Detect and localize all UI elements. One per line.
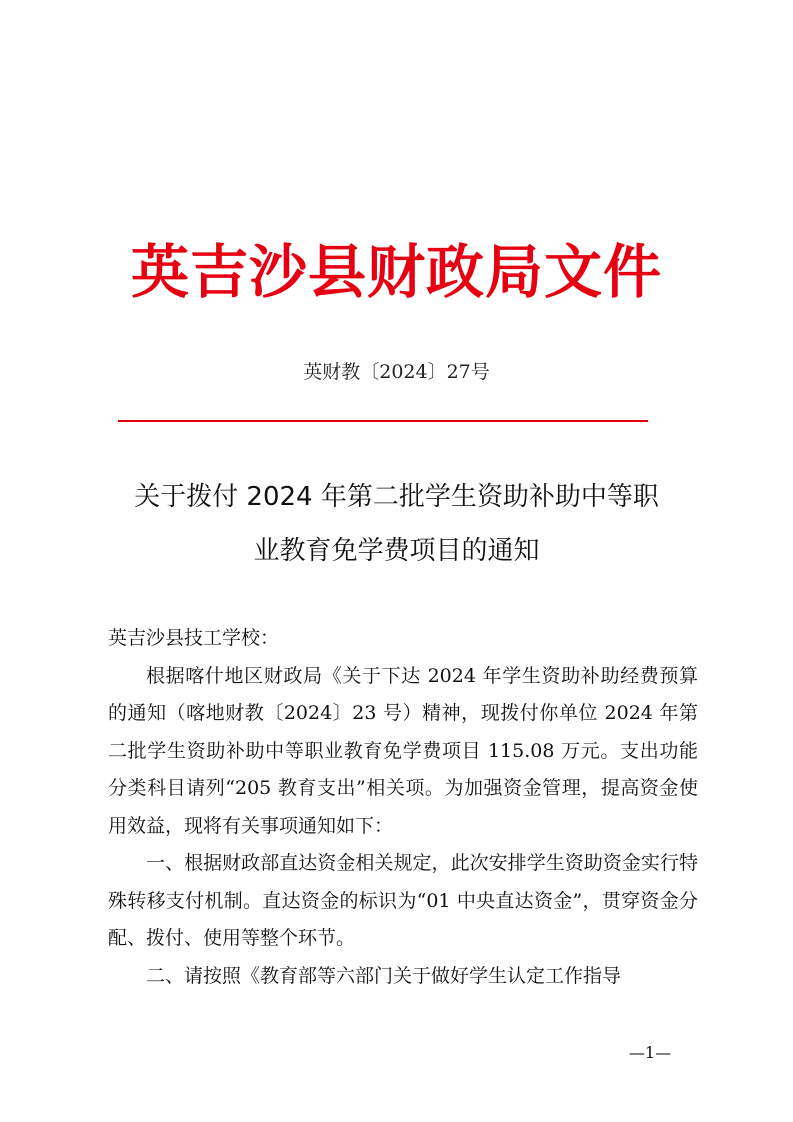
masthead-title: 英吉沙县财政局文件 [130, 238, 662, 306]
body-paragraph-1: 根据喀什地区财政局《关于下达 2024 年学生资助补助经费预算的通知（喀地财教〔2024〕23 号）精神，现拨付你单位 2024 年第二批学生资助补助中等职业教育免学费项目 115.08 万元。支出功能分类科目请列“205 教育支出”相关项。为加强资金管理，提高资金使用效益，现将有关事项通知如下： [108, 664, 698, 837]
red-divider-line [118, 420, 648, 422]
document-title-line-2: 业教育免学费项目的通知 [253, 536, 540, 566]
body-paragraph-3: 二、请按照《教育部等六部门关于做好学生认定工作指导 [146, 964, 622, 987]
document-title-line-1: 关于拨付 2024 年第二批学生资助补助中等职 [134, 482, 659, 512]
salutation: 英吉沙县技工学校： [108, 627, 280, 649]
document-title [95, 470, 698, 578]
document-number: 英财教〔2024〕27号 [303, 361, 490, 383]
document-body [108, 620, 698, 995]
page-number: —1— [628, 1043, 672, 1062]
body-paragraph-2: 一、根据财政部直达资金相关规定，此次安排学生资助资金实行特殊转移支付机制。直达资金的标识为“01 中央直达资金”，贯穿资金分配、拨付、使用等整个环节。 [108, 852, 698, 949]
